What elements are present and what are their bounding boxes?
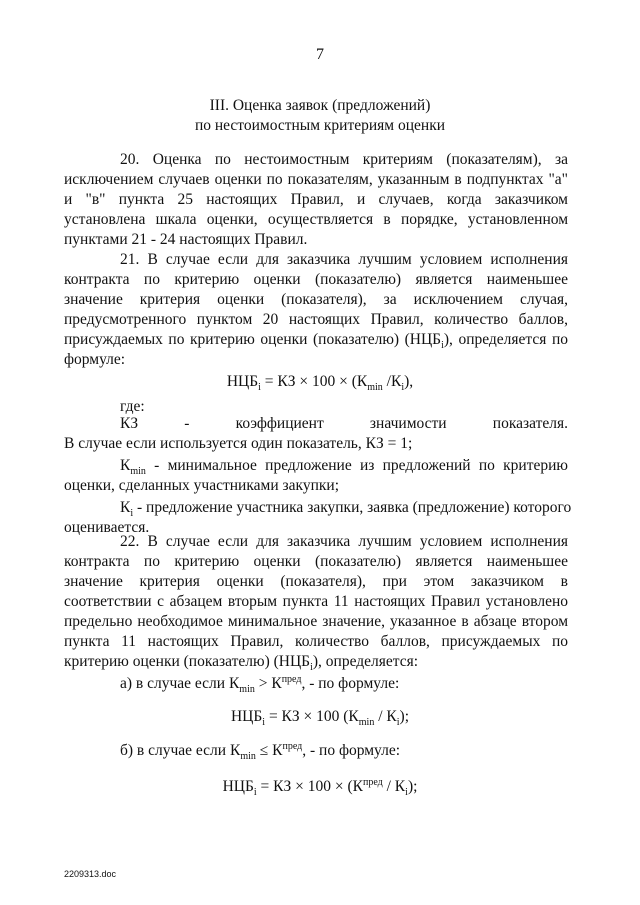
paragraph-21: [64, 250, 568, 370]
kz-definition-line2: В случае если используется один показатель, КЗ = 1;: [64, 435, 413, 452]
footer-filename: 2209313.doc: [64, 869, 117, 879]
section-title-line2: по нестоимостным критериям оценки: [194, 117, 446, 134]
paragraph-line: предусмотренного пунктом 20 настоящих Правил, количество баллов,: [64, 311, 568, 328]
paragraph-line: контракта по критерию оценки (показателю) является наименьшее: [64, 553, 568, 570]
paragraph-line: пунктами 21 - 24 настоящих Правил.: [64, 231, 308, 248]
paragraph-line: контракта по критерию оценки (показателю) является наименьшее: [64, 271, 568, 288]
paragraph-line: соответствии с абзацем вторым пункта 11 настоящих Правил установлено: [64, 593, 568, 610]
kmin-definition: [64, 456, 568, 496]
paragraph-22: [64, 532, 568, 672]
formula-3: $НЦБ_i$ = КЗ × $100 \times (К^{пред} / К_i)$;: [222, 776, 418, 799]
case-b: б) в случае если $К_{min} \le К^{пред}$, - по формуле:: [120, 740, 401, 763]
paragraph-line: исключением случаев оценки по показателям, указанным в подпунктах "а": [64, 171, 568, 188]
kz-definition: [64, 414, 568, 454]
paragraph-line: значение критерия оценки (показателя), за исключением случая,: [64, 291, 568, 308]
ki-definition-line2: оценивается.: [64, 519, 150, 536]
section-title: [0, 96, 640, 136]
paragraph-line: и "в" пункта 25 настоящих Правил, и случаев, когда заказчиком: [64, 191, 568, 208]
formula-2: $НЦБ_i$ = КЗ × 100 $(К_{min} / К_i)$;: [230, 708, 409, 729]
paragraph-line: пункта 11 настоящих Правил, количество баллов, присуждаемых по: [64, 633, 568, 650]
where-label: где:: [120, 398, 145, 415]
paragraph-line: предельно необходимое минимальное значение, указанное в абзаце втором: [64, 613, 568, 630]
kz-definition-line1: КЗ - коэффициент значимости показателя.: [120, 415, 568, 432]
paragraph-line: значение критерия оценки (показателя), при этом заказчиком в: [64, 573, 568, 590]
section-title-line1: III. Оценка заявок (предложений): [209, 97, 431, 114]
ki-definition-line1: $К_i$ - предложение участника закупки, заявка (предложение) которого: [120, 499, 572, 520]
kmin-definition-line1: $К_{min}$ - минимальное предложение из предложений по критерию: [120, 457, 568, 478]
paragraph-20: [64, 150, 568, 250]
paragraph-line: формуле:: [64, 351, 126, 368]
paragraph-line: 20. Оценка по нестоимостным критериям (показателям), за: [120, 151, 568, 168]
paragraph-line: критерию оценки (показателю) $(НЦБ_i)$, определяется:: [64, 653, 419, 674]
paragraph-line: присуждаемых по критерию оценки (показателю) $(НЦБ_i)$, определяется по: [64, 331, 568, 352]
page-number: 7: [316, 46, 324, 63]
case-a: а) в случае если $К_{min} > К^{пред}$, - по формуле:: [120, 673, 400, 696]
kmin-definition-line2: оценки, сделанных участниками закупки;: [64, 477, 339, 494]
formula-1: $НЦБ_i$ = КЗ × $100 \times (К_{min}$ $/К_i$),: [226, 373, 414, 394]
paragraph-line: установлена шкала оценки, осуществляется в порядке, установленном: [64, 211, 568, 228]
paragraph-line: 22. В случае если для заказчика лучшим условием исполнения: [120, 533, 568, 550]
paragraph-line: 21. В случае если для заказчика лучшим условием исполнения: [120, 251, 568, 268]
